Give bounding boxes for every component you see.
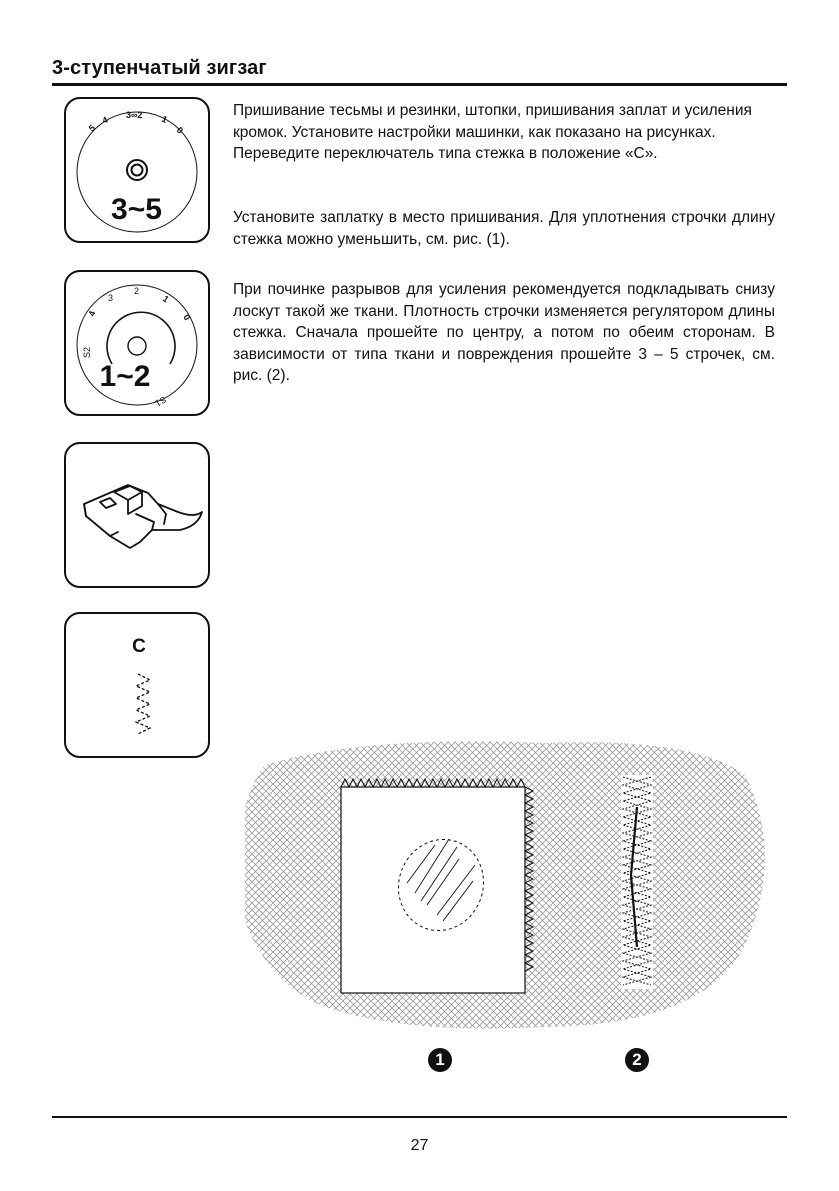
patch	[341, 779, 533, 993]
figure-2-badge: 2	[625, 1048, 649, 1072]
dial-mark: 4	[100, 114, 110, 126]
dial-mark: S1	[153, 394, 168, 409]
intro-paragraph: Пришивание тесьмы и резинки, штопки, пришивания заплат и усиления кромок. Установите настройки машинки, как показано на рисунках. Переведите переключатель типа стежка в положение «С».	[233, 102, 752, 162]
dial-mark: 1	[160, 113, 169, 125]
tear-repair	[621, 775, 653, 989]
footer-rule	[52, 1116, 787, 1118]
stitch-selector-panel	[64, 612, 210, 758]
stitch-length-dial-panel	[64, 270, 210, 416]
presser-foot-panel	[64, 442, 210, 588]
dial-mark: 3∞2	[126, 110, 143, 120]
stitch-length-setting: 1~2	[99, 360, 151, 393]
stitch-length-dial-icon	[66, 272, 212, 418]
stitch-selector-letter: C	[132, 636, 146, 657]
patch-paragraph: Установите заплатку в место пришивания. Для уплотнения строчки длину стежка можно уменьшить, см. рис. (1).	[233, 209, 775, 248]
dial-mark: S2	[82, 346, 92, 358]
dial-mark: 0	[181, 312, 193, 323]
figure-1-badge: 1	[428, 1048, 452, 1072]
dial-mark: 4	[86, 309, 98, 318]
page-number: 27	[410, 1137, 429, 1154]
stitch-width-dial-panel	[64, 97, 210, 243]
zigzag-stitch-icon	[66, 614, 212, 760]
header-rule	[52, 83, 787, 86]
presser-foot-icon	[66, 444, 212, 590]
page-title: 3-ступенчатый зигзаг	[52, 57, 267, 79]
dial-mark: 3	[108, 293, 114, 303]
dial-mark: 1	[160, 293, 171, 305]
dial-mark: 5	[86, 122, 98, 134]
dial-mark: 0	[174, 124, 185, 136]
stitch-width-setting: 3~5	[111, 193, 162, 226]
tear-repair-paragraph: При починке разрывов для усиления рекомендуется подкладывать снизу лоскут такой же ткани. Плотность строчки изменяется регулятором длины стежка. Сначала прошейте по центру, а потом по обеим сторонам. В зависимости от типа ткани и повреждения прошейте 3 – 5 строчек, см. рис. (2).	[233, 281, 775, 384]
dial-mark: 2	[134, 286, 140, 296]
fabric-repair-illustration	[245, 735, 775, 1035]
